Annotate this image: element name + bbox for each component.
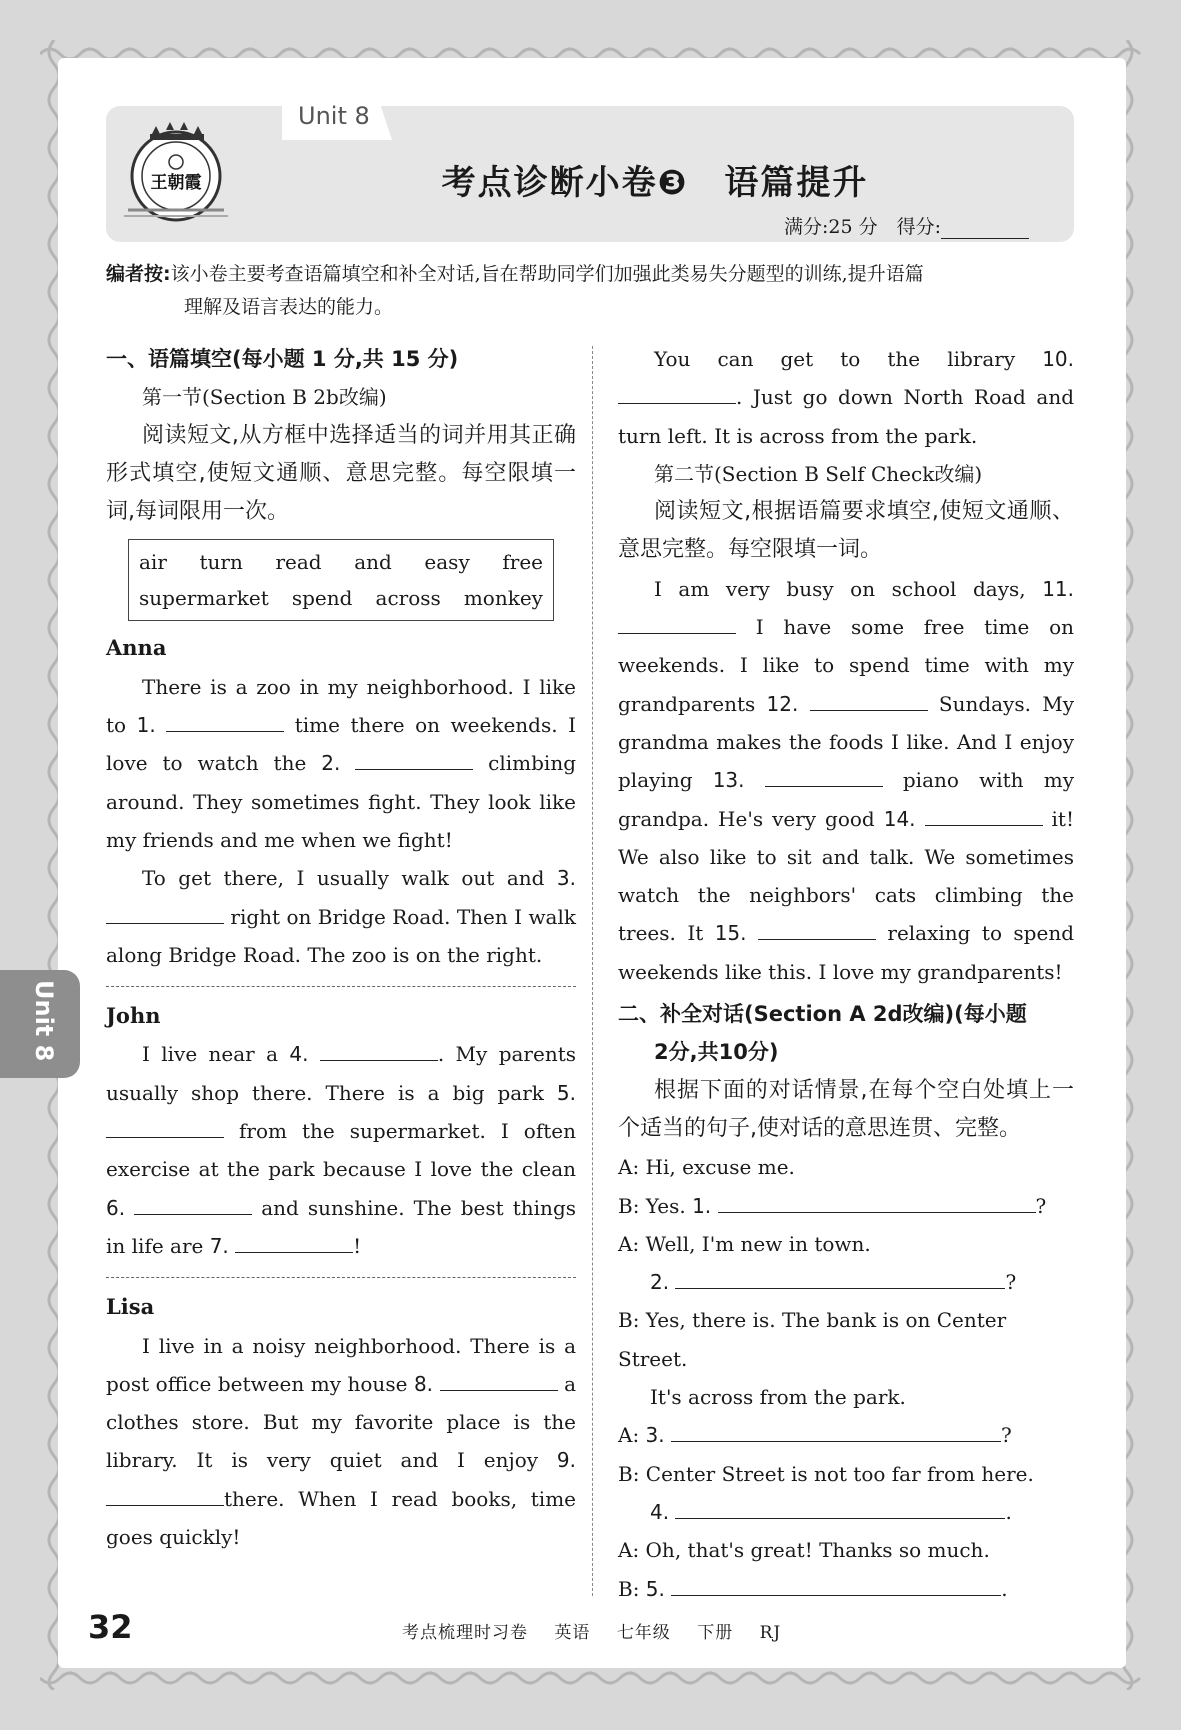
passage-text: I have some free time on weekends. I like to spend time with my grandparents xyxy=(618,615,1074,716)
answer-blank-3[interactable] xyxy=(106,901,224,924)
passage-text: . Just go down North Road and turn left. It is across from the park. xyxy=(618,385,1074,448)
passage-text: and sunshine. The best things in life are xyxy=(106,1195,577,1258)
footer-volume: 下册 xyxy=(697,1623,734,1643)
section1-title: 第一节(Section B 2b改编) xyxy=(142,385,387,410)
answer-blank-14[interactable] xyxy=(925,803,1043,826)
punctuation: ? xyxy=(1001,1423,1012,1448)
passage-text: I live in a noisy neighborhood. There is a post office between my house xyxy=(106,1333,576,1396)
punctuation: . xyxy=(1001,1576,1008,1601)
word-option: spend xyxy=(291,586,353,611)
anna-paragraph-1 xyxy=(106,668,576,859)
score-line xyxy=(784,212,1029,239)
blank-number: 5. xyxy=(556,1080,576,1105)
blank-number: 4. xyxy=(650,1499,670,1524)
dialogue-line: B: Center Street is not too far from here. xyxy=(618,1461,1034,1486)
lisa-name: Lisa xyxy=(106,1294,155,1320)
left-column xyxy=(106,340,576,1556)
word-option: read xyxy=(275,550,322,575)
word-option: free xyxy=(502,550,543,575)
passage-text: ! xyxy=(353,1233,362,1258)
john-paragraph xyxy=(106,1035,576,1265)
score-blank[interactable] xyxy=(941,220,1029,239)
blank-number: 1. xyxy=(692,1193,712,1218)
grandparents-passage xyxy=(618,570,1074,991)
punctuation: . xyxy=(1005,1499,1012,1524)
blank-number: 8. xyxy=(413,1371,434,1396)
john-name: John xyxy=(106,1003,161,1029)
passage-text: climbing around. They sometimes fight. They look like my friends and me when we fight! xyxy=(106,751,577,852)
dialogue-line xyxy=(618,1493,1074,1531)
blank-number: 7. xyxy=(209,1233,229,1258)
unit-label: Unit 8 xyxy=(298,102,370,130)
blank-number: 4. xyxy=(289,1042,309,1067)
passage-text: You can get to the library xyxy=(654,347,1043,371)
lisa-paragraph-continued xyxy=(618,340,1074,455)
editor-note-line1: 该小卷主要考查语篇填空和补全对话,旨在帮助同学们加强此类易失分题型的训练,提升语篇 xyxy=(170,263,924,285)
column-divider xyxy=(592,346,593,1596)
passage-text: there. When I read books, time goes quickly! xyxy=(106,1486,576,1550)
blank-number: 6. xyxy=(106,1195,126,1220)
dialogue-speaker-text: B: xyxy=(618,1576,646,1601)
answer-blank-15[interactable] xyxy=(758,917,876,940)
word-box-row-1 xyxy=(139,544,543,580)
dialogue-line xyxy=(618,1263,1074,1301)
word-option: and xyxy=(354,550,392,575)
anna-name: Anna xyxy=(106,635,167,661)
answer-blank-13[interactable] xyxy=(765,764,883,787)
punctuation: ? xyxy=(1035,1193,1047,1218)
passage-text: a clothes store. But my favorite place is the library. It is very quiet and I enjoy xyxy=(106,1371,577,1473)
answer-blank-4[interactable] xyxy=(320,1038,438,1061)
blank-number: 15. xyxy=(714,921,747,946)
editor-note-line2: 理解及语言表达的能力。 xyxy=(184,296,394,318)
footer-edition: RJ xyxy=(759,1623,782,1643)
blank-number: 2. xyxy=(650,1270,670,1295)
word-option: across xyxy=(375,586,441,611)
dialogue-blank-2[interactable] xyxy=(675,1266,1005,1289)
part1-heading: 一、语篇填空(每小题 1 分,共 15 分) xyxy=(106,347,459,371)
section-separator xyxy=(106,986,576,987)
dialogue-blank-5[interactable] xyxy=(671,1573,1001,1596)
footer-book: 考点梳理时习卷 xyxy=(402,1623,528,1643)
word-box xyxy=(128,539,554,621)
dialogue-blank-4[interactable] xyxy=(675,1496,1005,1519)
footer-info xyxy=(402,1618,801,1643)
section2-title: 第二节(Section B Self Check改编) xyxy=(654,461,983,486)
blank-number: 9. xyxy=(556,1448,576,1473)
dialogue-line xyxy=(618,1416,1074,1454)
answer-blank-7[interactable] xyxy=(235,1230,353,1253)
dialogue-blank-3[interactable] xyxy=(671,1419,1001,1442)
right-column xyxy=(618,340,1074,1608)
dialogue-line: A: Oh, that's great! Thanks so much. xyxy=(618,1538,990,1563)
blank-number: 3. xyxy=(556,866,576,891)
blank-number: 11. xyxy=(1042,576,1074,601)
passage-text: piano with my grandpa. He's very good xyxy=(618,768,1074,831)
passage-text: I live near a xyxy=(142,1042,290,1067)
word-option: turn xyxy=(199,550,243,575)
blank-number: 1. xyxy=(136,713,156,738)
passage-text: time there on weekends. I love to watch the xyxy=(106,713,577,776)
section2-instruction: 阅读短文,根据语篇要求填空,使短文通顺、意思完整。每空限填一词。 xyxy=(618,499,1074,563)
blank-number: 5. xyxy=(645,1576,665,1601)
answer-blank-11[interactable] xyxy=(618,611,736,634)
passage-text: . My parents usually shop there. There is a big park xyxy=(106,1042,576,1105)
part2-heading: 二、补全对话(Section A 2d改编)(每小题 xyxy=(618,1002,1027,1027)
word-option: monkey xyxy=(463,586,543,611)
blank-number: 2. xyxy=(321,751,341,776)
blank-number: 12. xyxy=(766,691,799,716)
dialogue-line xyxy=(618,1570,1074,1608)
unit-side-tab-label: Unit 8 xyxy=(30,980,58,1062)
page-title: 考点诊断小卷❸ 语篇提升 xyxy=(441,163,869,203)
passage-text: There is a zoo in my neighborhood. I like to xyxy=(106,674,576,738)
answer-blank-8[interactable] xyxy=(440,1368,558,1391)
passage-text: To get there, I usually walk out and xyxy=(142,866,557,891)
footer-grade: 七年级 xyxy=(616,1623,671,1643)
dialogue-blank-1[interactable] xyxy=(718,1190,1036,1213)
footer-subject: 英语 xyxy=(554,1623,591,1643)
punctuation: ? xyxy=(1005,1270,1017,1295)
blank-number: 14. xyxy=(883,806,916,831)
word-option: air xyxy=(139,550,167,575)
answer-blank-1[interactable] xyxy=(166,709,284,732)
answer-blank-2[interactable] xyxy=(355,747,473,770)
answer-blank-10[interactable] xyxy=(618,381,736,404)
part2-heading-line2: 2分,共10分) xyxy=(654,1040,779,1065)
anna-paragraph-2 xyxy=(106,859,576,974)
section-separator xyxy=(106,1277,576,1278)
dialogue-line: A: Well, I'm new in town. xyxy=(618,1231,871,1256)
passage-text: right on Bridge Road. Then I walk along Bridge Road. The zoo is on the right. xyxy=(106,904,576,967)
editor-note-label: 编者按: xyxy=(106,263,171,285)
passage-text: Sundays. My grandma makes the foods I like. And I enjoy playing xyxy=(618,691,1074,793)
passage-text: from the supermarket. I often exercise at the park because I love the clean xyxy=(106,1119,576,1182)
dialogue-line: It's across from the park. xyxy=(650,1385,906,1410)
word-box-row-2 xyxy=(139,580,543,616)
dialogue-line xyxy=(618,1187,1074,1225)
blank-number: 13. xyxy=(712,768,745,793)
answer-blank-6[interactable] xyxy=(134,1192,252,1215)
score-label: 满分:25 分 得分: xyxy=(784,216,942,238)
page-border-bottom xyxy=(40,1668,1141,1692)
dialogue-speaker-text: B: Yes. xyxy=(618,1193,693,1218)
page-number: 32 xyxy=(88,1608,133,1646)
logo-text: 王朝霞 xyxy=(150,173,202,193)
passage-text: it! We also like to sit and talk. We sometimes watch the neighbors' cats climbing the trees. It xyxy=(618,806,1075,946)
lisa-paragraph xyxy=(106,1327,576,1557)
brand-logo-seal xyxy=(122,118,230,226)
word-option: easy xyxy=(424,550,470,575)
dialogue-line: A: Hi, excuse me. xyxy=(618,1155,795,1180)
dialogue-speaker-text: A: xyxy=(618,1423,646,1448)
answer-blank-9[interactable] xyxy=(106,1483,224,1506)
blank-number: 3. xyxy=(645,1423,665,1448)
section1-instruction: 阅读短文,从方框中选择适当的词并用其正确形式填空,使短文通顺、意思完整。每空限填一词,每词限用一次。 xyxy=(106,422,576,525)
blank-number: 10. xyxy=(1042,347,1074,371)
dialogue-line: B: Yes, there is. The bank is on Center Street. xyxy=(618,1308,1007,1371)
answer-blank-12[interactable] xyxy=(810,688,928,711)
passage-text: relaxing to spend weekends like this. I love my grandparents! xyxy=(618,921,1074,984)
answer-blank-5[interactable] xyxy=(106,1115,224,1138)
part2-instruction: 根据下面的对话情景,在每个空白处填上一个适当的句子,使对话的意思连贯、完整。 xyxy=(618,1077,1074,1141)
passage-text: I am very busy on school days, xyxy=(654,576,1043,601)
word-option: supermarket xyxy=(139,586,269,611)
editor-note xyxy=(106,258,1076,324)
